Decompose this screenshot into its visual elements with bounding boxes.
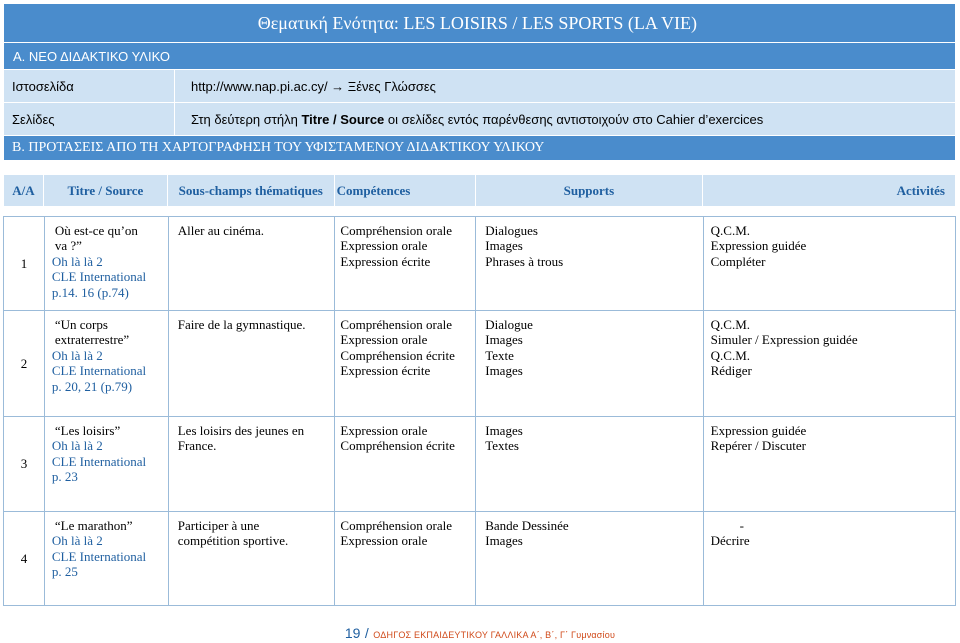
table-row xyxy=(4,512,956,606)
lesson-source: CLE International xyxy=(51,269,147,285)
support-line: Textes xyxy=(485,438,519,454)
activites-cell xyxy=(703,311,955,417)
competence-line: Expression écrite xyxy=(340,253,431,269)
section-b-heading: Β. ΠΡΟΤΑΣΕΙΣ ΑΠΟ ΤΗ ΧΑΡΤΟΓΡΑΦΗΣΗ ΤΟΥ ΥΦΙΣΤΑΜΕΝΟΥ ΔΙΔΑΚΤΙΚΟΥ ΥΛΙΚΟΥ xyxy=(4,136,956,161)
pages-value-post: οι σελίδες εντός παρένθεσης αντιστοιχούν στο Cahier d’exercices xyxy=(384,111,764,127)
support-line: Bande Dessinée xyxy=(485,518,569,533)
lesson-cell xyxy=(44,217,168,311)
activites-cell xyxy=(703,417,955,512)
theme-line: compétition sportive. xyxy=(177,533,289,549)
competence-line: Compréhension écrite xyxy=(340,438,455,454)
support-line: Images xyxy=(485,363,523,379)
lesson-title: va ?” xyxy=(54,238,82,254)
competences-cell xyxy=(335,417,476,512)
materials-table-body xyxy=(3,216,956,606)
website-row xyxy=(4,70,956,103)
col-header-theme: Sous-champs thématiques xyxy=(167,175,334,207)
col-header-supports: Supports xyxy=(475,175,703,207)
activite-line: Q.C.M. xyxy=(710,347,751,363)
lesson-source: p. 25 xyxy=(51,564,78,580)
activite-line: Expression guidée xyxy=(710,423,807,438)
pages-value-bold: Titre / Source xyxy=(301,111,385,127)
lesson-source: p. 20, 21 (p.79) xyxy=(51,378,133,394)
lesson-title: “Un corps xyxy=(54,317,108,332)
activite-line: - xyxy=(739,518,744,533)
footer xyxy=(0,625,960,643)
footer-separator: / xyxy=(364,625,369,641)
competence-line: Compréhension orale xyxy=(340,317,452,332)
theme-line: France. xyxy=(177,438,217,454)
lesson-title: “Les loisirs” xyxy=(54,423,121,438)
theme-cell xyxy=(168,417,335,512)
activite-line: Repérer / Discuter xyxy=(710,438,806,454)
lesson-title: “Le marathon” xyxy=(54,518,133,533)
lesson-title: extraterrestre” xyxy=(54,332,130,348)
website-label: Ιστοσελίδα xyxy=(4,70,175,103)
website-value[interactable]: http://www.nap.pi.ac.cy/ → Ξένες Γλώσσες xyxy=(175,70,956,103)
supports-cell xyxy=(476,512,703,606)
lesson-source: Oh là là 2 xyxy=(51,253,103,269)
lesson-cell xyxy=(44,417,168,512)
lesson-source: CLE International xyxy=(51,363,147,379)
support-line: Images xyxy=(485,533,523,549)
theme-cell xyxy=(168,512,335,606)
pages-label: Σελίδες xyxy=(4,103,175,136)
theme-line: Les loisirs des jeunes en xyxy=(177,423,305,438)
lesson-source: Oh là là 2 xyxy=(51,438,103,454)
info-table xyxy=(3,3,956,161)
lesson-source: p. 23 xyxy=(51,469,78,485)
competence-line: Expression orale xyxy=(340,533,428,549)
theme-line: Faire de la gymnastique. xyxy=(177,317,306,332)
col-header-aa: Α/Α xyxy=(4,175,44,207)
activite-line: Décrire xyxy=(710,533,750,549)
lesson-source: CLE International xyxy=(51,453,147,469)
supports-cell xyxy=(476,217,703,311)
table-row xyxy=(4,311,956,417)
page-number: 19 xyxy=(344,625,361,641)
table-row xyxy=(4,417,956,512)
col-header-title: Titre / Source xyxy=(43,175,167,207)
materials-table xyxy=(3,174,956,217)
competence-line: Compréhension orale xyxy=(340,223,452,238)
theme-cell xyxy=(168,311,335,417)
support-line: Texte xyxy=(485,347,514,363)
row-number: 3 xyxy=(4,417,45,512)
support-line: Images xyxy=(485,238,523,254)
competence-line: Expression orale xyxy=(340,238,428,254)
section-a-heading: Α. ΝΕΟ ΔΙΔΑΚΤΙΚΟ ΥΛΙΚΟ xyxy=(4,43,956,70)
activite-line: Q.C.M. xyxy=(710,223,751,238)
col-header-competences: Compétences xyxy=(334,175,475,207)
competences-cell xyxy=(335,512,476,606)
pages-row xyxy=(4,103,956,136)
pages-value-pre: Στη δεύτερη στήλη xyxy=(191,111,302,127)
competence-line: Expression orale xyxy=(340,332,428,348)
lesson-cell xyxy=(44,311,168,417)
support-line: Images xyxy=(485,423,523,438)
competence-line: Expression écrite xyxy=(340,363,431,379)
theme-cell xyxy=(168,217,335,311)
support-line: Images xyxy=(485,332,523,348)
theme-line: Participer à une xyxy=(177,518,260,533)
activites-cell xyxy=(703,217,955,311)
theme-line: Aller au cinéma. xyxy=(177,223,264,238)
table-row xyxy=(4,217,956,311)
supports-cell xyxy=(476,417,703,512)
row-number: 2 xyxy=(4,311,45,417)
competence-line: Compréhension écrite xyxy=(340,347,455,363)
competence-line: Expression orale xyxy=(340,423,428,438)
row-number: 4 xyxy=(4,512,45,606)
footer-text: ΟΔΗΓΟΣ ΕΚΠΑΙΔΕΥΤΙΚΟΥ ΓΑΛΛΙΚΑ Α΄, Β΄, Γ΄ Γυμνασίου xyxy=(373,630,616,640)
lesson-title: Où est-ce qu’on xyxy=(54,223,138,238)
competences-cell xyxy=(335,217,476,311)
supports-cell xyxy=(476,311,703,417)
table-header-row xyxy=(4,175,956,207)
activite-line: Compléter xyxy=(710,253,766,269)
lesson-source: CLE International xyxy=(51,548,147,564)
lesson-source: Oh là là 2 xyxy=(51,347,103,363)
pages-value xyxy=(175,103,956,136)
page-title: Θεματική Ενότητα: LES LOISIRS / LES SPORTS (LA VIE) xyxy=(4,4,956,43)
activites-cell xyxy=(703,512,955,606)
support-line: Dialogues xyxy=(485,223,538,238)
support-line: Phrases à trous xyxy=(485,253,564,269)
competence-line: Compréhension orale xyxy=(340,518,452,533)
activite-line: Expression guidée xyxy=(710,238,807,254)
activite-line: Rédiger xyxy=(710,363,752,379)
lesson-source: p.14. 16 (p.74) xyxy=(51,284,129,300)
row-number: 1 xyxy=(4,217,45,311)
activite-line: Simuler / Expression guidée xyxy=(710,332,858,348)
activite-line: Q.C.M. xyxy=(710,317,751,332)
lesson-source: Oh là là 2 xyxy=(51,533,103,549)
competences-cell xyxy=(335,311,476,417)
support-line: Dialogue xyxy=(485,317,533,332)
col-header-activites: Activités xyxy=(703,175,956,207)
lesson-cell xyxy=(44,512,168,606)
